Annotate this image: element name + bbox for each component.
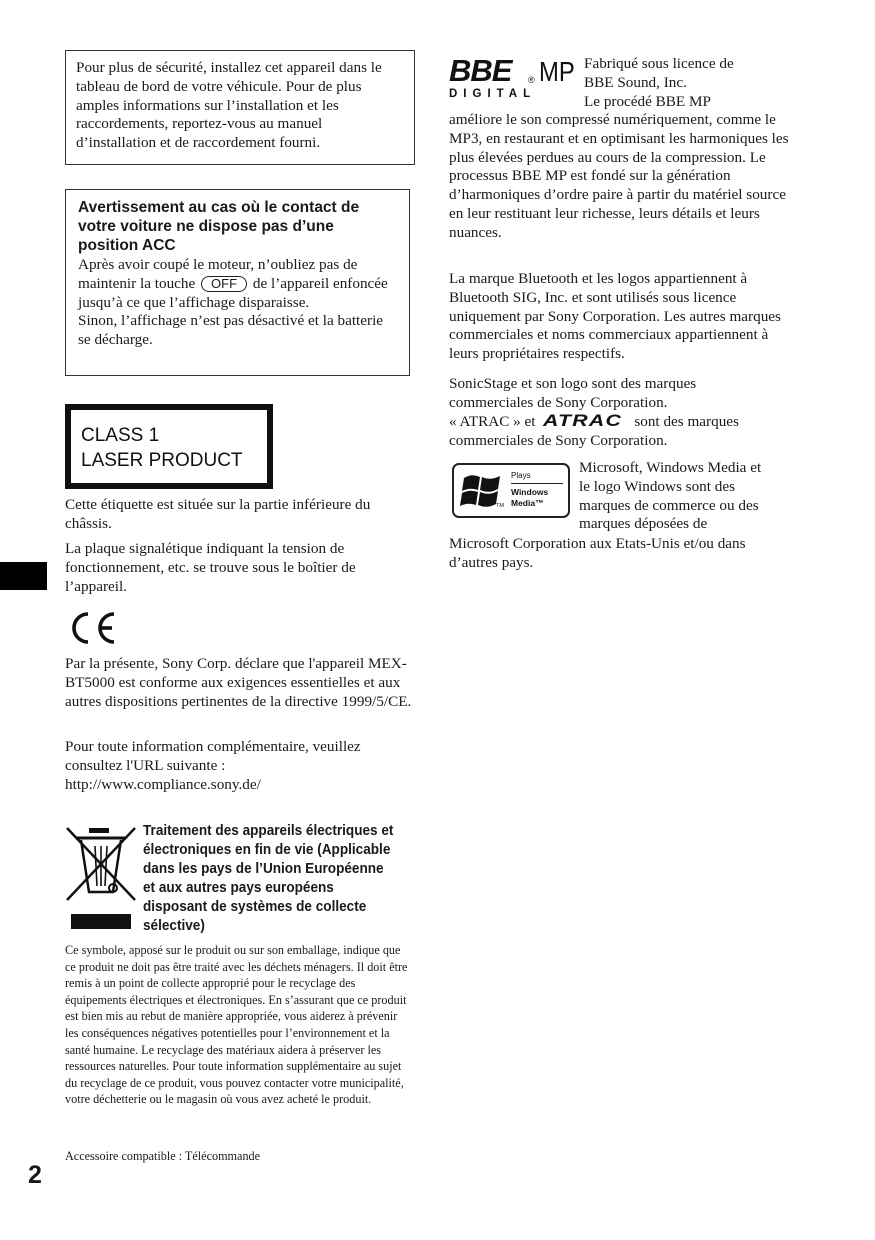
more-info-text bbox=[65, 738, 415, 794]
more-info-label: Pour toute information complémentaire, veuillez consultez l'URL suivante : bbox=[65, 738, 361, 774]
acc-warning-text-3: Sinon, l’affichage n’est pas désactivé et la batterie se décharge. bbox=[78, 312, 384, 349]
laser-product-text: LASER PRODUCT bbox=[81, 450, 243, 471]
bbe-license-lines bbox=[584, 55, 824, 111]
page-number: 2 bbox=[28, 1161, 42, 1189]
acc-warning-text-1: Après avoir coupé le moteur, n’oubliez pas de maintenir la touche bbox=[78, 256, 358, 292]
atrac-pre-text: « ATRAC » et bbox=[449, 413, 536, 430]
bbe-logo-text: BBE bbox=[449, 53, 512, 88]
atrac-post-text: sont des marques bbox=[634, 413, 739, 430]
wm-plays-text: Plays bbox=[511, 471, 531, 480]
bbe-description: améliore le son compressé numériquement, comme le MP3, en restaurant et en optimisant les harmoniques les plus élevées perdues au cours de la compression. Le processus BBE MP est fondé sur la génération d’harmoniques d’ordre paire à partir du matériel source en leur restituant leur richesse, leurs détails et leurs nuances. bbox=[449, 111, 789, 241]
wm-media-text: Media™ bbox=[511, 498, 544, 508]
laser-product-label bbox=[65, 404, 273, 489]
ce-mark-icon bbox=[66, 608, 120, 648]
off-key: OFF bbox=[201, 276, 247, 292]
weee-title: Traitement des appareils électriques et électroniques en fin de vie (Applicable dans les pays de l’Union Européenne et aux autres pays européens disposant de systèmes de collecte sélective) bbox=[143, 823, 394, 934]
accessory-text: Accessoire compatible : Télécommande bbox=[65, 1149, 261, 1163]
bbe-mp-logo bbox=[449, 53, 579, 103]
compliance-url: http://www.compliance.sony.de/ bbox=[65, 775, 261, 793]
nameplate-text: La plaque signalétique indiquant la tension de fonctionnement, etc. se trouve sous le boîtier de l’appareil. bbox=[65, 540, 356, 595]
crossed-bin-icon bbox=[65, 826, 137, 930]
bbe-line-2: BBE Sound, Inc. bbox=[584, 73, 687, 91]
bbe-digital-text: DIGITAL bbox=[449, 88, 537, 100]
bbe-line-3: Le procédé BBE MP bbox=[584, 92, 711, 110]
sonicstage-trademark: SonicStage et son logo sont des marques commerciales de Sony Corporation. bbox=[449, 375, 697, 411]
acc-warning-text bbox=[78, 256, 397, 312]
installation-note: Pour plus de sécurité, installez cet appareil dans le tableau de bord de votre véhicule. Pour de plus amples informations sur l’installation et les raccordements, reportez-vous au manuel d’installation et de raccordement fourni. bbox=[76, 59, 382, 152]
windows-media-logo bbox=[452, 463, 570, 518]
laser-product-label-inner bbox=[71, 410, 267, 483]
atrac-logo: ATRAC bbox=[543, 411, 623, 430]
acc-warning-text-2: de l’appareil enfoncée jusqu’à ce que l’affichage disparaisse. bbox=[78, 274, 388, 311]
weee-body-text: Ce symbole, apposé sur le produit ou sur son emballage, indique que ce produit ne doit pas être traité avec les déchets ménagers. Il doit être remis à un point de collecte approprié pour le recyclage des équipements électriques et électroniques. En s’assurant que ce produit est bien mis au rebut de manière appropriée, vous aiderez à prévenir les conséquences négatives potentielles pour l’environnement et la santé humaine. Le recyclage des matériaux aidera à préserver les ressources naturelles. Pour toute information supplémentaire au sujet du recyclage de ce produit, vous pouvez contacter votre municipalité, votre déchetterie ou le magasin où vous avez acheté le produit. bbox=[65, 943, 408, 1107]
atrac-trademark bbox=[449, 412, 799, 451]
acc-warning-title: Avertissement au cas où le contact de votre voiture ne dispose pas d’une position ACC bbox=[78, 199, 360, 254]
installation-note-box bbox=[65, 50, 415, 165]
ms-line-4: marques déposées de bbox=[579, 515, 708, 533]
ms-line-1: Microsoft, Windows Media et bbox=[579, 459, 762, 476]
bbe-line-1: Fabriqué sous licence de bbox=[584, 55, 734, 72]
microsoft-trademark-lines bbox=[579, 459, 809, 534]
weee-bin-icon bbox=[65, 826, 137, 930]
microsoft-trademark-rest: Microsoft Corporation aux Etats-Unis et/ou dans d’autres pays. bbox=[449, 535, 746, 571]
ce-mark bbox=[66, 608, 120, 648]
side-tab-marker bbox=[0, 562, 47, 590]
ms-line-3: marques de commerce ou des bbox=[579, 496, 759, 514]
acc-warning-box bbox=[65, 189, 410, 376]
bluetooth-trademark: La marque Bluetooth et les logos appartiennent à Bluetooth SIG, Inc. et sont utilisés sous licence uniquement par Sony Corporation. Les autres marques commerciales et noms commerciaux appartiennent à leurs propriétaires respectifs. bbox=[449, 270, 781, 363]
atrac-end-text: commerciales de Sony Corporation. bbox=[449, 431, 668, 449]
ms-line-2: le logo Windows sont des bbox=[579, 477, 736, 495]
wm-windows-text: Windows bbox=[511, 487, 549, 497]
bbe-mp-text: MP bbox=[539, 56, 575, 87]
laser-class: CLASS 1 bbox=[81, 425, 160, 446]
wm-tm-text: TM bbox=[496, 503, 504, 509]
bbe-registered-mark: ® bbox=[528, 75, 535, 85]
declaration-text: Par la présente, Sony Corp. déclare que l'appareil MEX-BT5000 est conforme aux exigences essentielles et aux autres dispositions pertinentes de la directive 1999/5/CE. bbox=[65, 655, 412, 710]
wm-divider bbox=[511, 483, 563, 484]
label-location-text: Cette étiquette est située sur la partie inférieure du châssis. bbox=[65, 496, 371, 532]
